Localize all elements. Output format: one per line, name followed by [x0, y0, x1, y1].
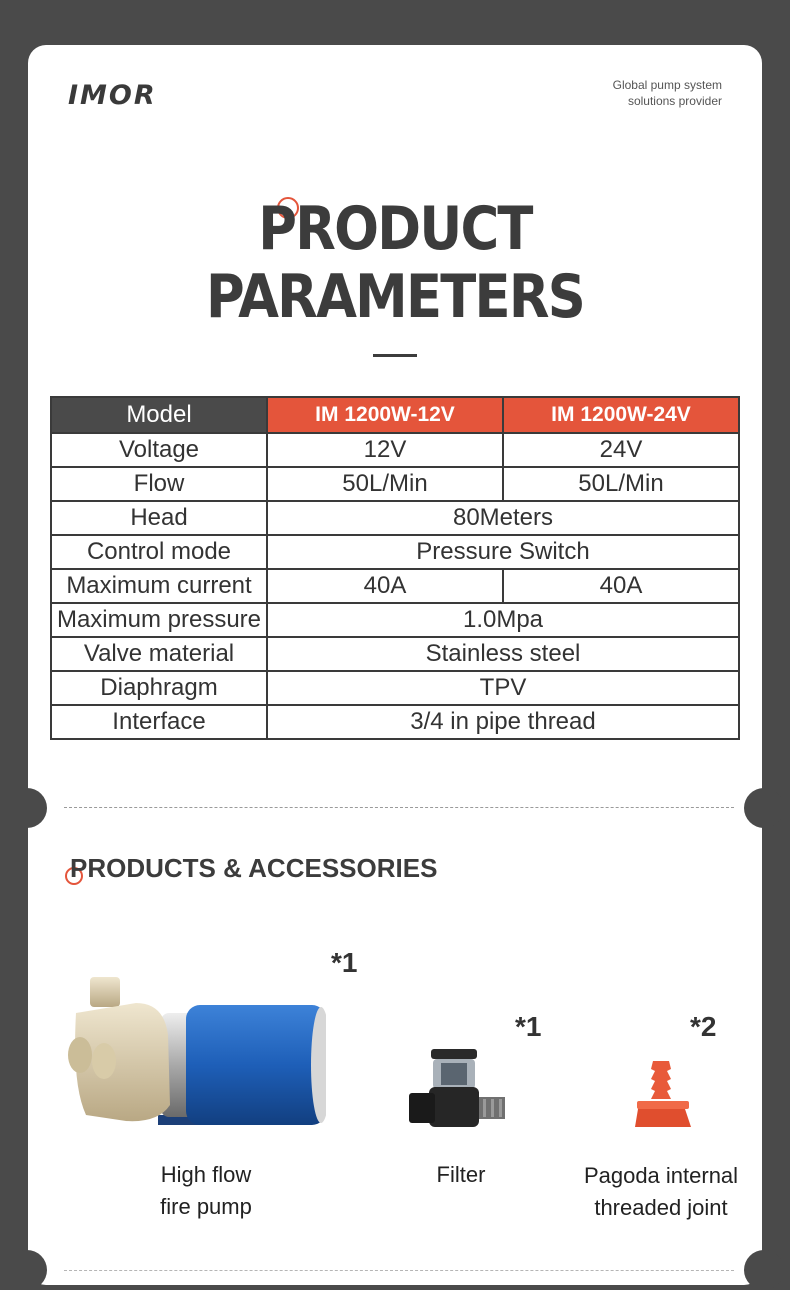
table-row: [51, 603, 739, 637]
row-value-24v: 40A: [503, 569, 739, 603]
row-value: 80Meters: [267, 501, 739, 535]
section-divider: [64, 807, 734, 808]
table-row: [51, 637, 739, 671]
row-label: Diaphragm: [51, 671, 267, 705]
row-value: TPV: [267, 671, 739, 705]
pump-image: [66, 975, 326, 1135]
row-label: Maximum pressure: [51, 603, 267, 637]
title-divider: [373, 354, 417, 357]
header-label: Model: [51, 397, 267, 433]
pagoda-joint-image: [633, 1057, 693, 1132]
row-value: 1.0Mpa: [267, 603, 739, 637]
row-value-12v: 50L/Min: [267, 467, 503, 501]
pagoda-label: [573, 1160, 749, 1224]
header-model-12v: IM 1200W-12V: [267, 397, 503, 433]
pump-label-line-1: High flow: [160, 1162, 252, 1187]
table-row: [51, 433, 739, 467]
row-label: Maximum current: [51, 569, 267, 603]
left-notch: [7, 788, 47, 828]
pump-qty: *1: [331, 947, 358, 978]
filter-label: [411, 1159, 511, 1191]
pagoda-qty: *2: [690, 1011, 717, 1042]
pagoda-label-line-1: Pagoda internal: [583, 1163, 739, 1188]
row-value-24v: 50L/Min: [503, 467, 739, 501]
title-line-2: PARAMETERS: [205, 262, 585, 332]
filter-image: [403, 1045, 518, 1135]
table-header-row: [51, 397, 739, 433]
row-label: Flow: [51, 467, 267, 501]
table-row: [51, 467, 739, 501]
pump-label-line-2: fire pump: [160, 1194, 252, 1219]
table-row: [51, 501, 739, 535]
row-value-24v: 24V: [503, 433, 739, 467]
row-label: Interface: [51, 705, 267, 739]
tagline-line-1: Global pump system: [612, 78, 722, 92]
product-card: [28, 45, 762, 1285]
right-notch-bottom: [744, 1250, 784, 1290]
brand-tagline: [613, 77, 722, 109]
pump-label: [126, 1159, 286, 1223]
row-value-12v: 12V: [267, 433, 503, 467]
page-title: [72, 195, 718, 331]
tagline-line-2: solutions provider: [627, 94, 722, 108]
table-row: [51, 569, 739, 603]
header-model-24v: IM 1200W-24V: [503, 397, 739, 433]
right-notch: [744, 788, 784, 828]
row-value-12v: 40A: [267, 569, 503, 603]
brand-logo: IMOR: [68, 80, 157, 111]
row-label: Head: [51, 501, 267, 535]
title-line-1: PRODUCT: [258, 194, 532, 264]
pagoda-label-line-2: threaded joint: [594, 1195, 728, 1220]
row-label: Voltage: [51, 433, 267, 467]
row-value: 3/4 in pipe thread: [267, 705, 739, 739]
row-value: Stainless steel: [267, 637, 739, 671]
parameters-table: [50, 396, 740, 740]
row-value: Pressure Switch: [267, 535, 739, 569]
table-row: [51, 671, 739, 705]
filter-label-line-1: Filter: [436, 1162, 486, 1187]
row-label: Valve material: [51, 637, 267, 671]
left-notch-bottom: [7, 1250, 47, 1290]
table-row: [51, 705, 739, 739]
table-row: [51, 535, 739, 569]
section-title: PRODUCTS & ACCESSORIES: [70, 853, 438, 883]
filter-qty: *1: [515, 1011, 542, 1042]
row-label: Control mode: [51, 535, 267, 569]
